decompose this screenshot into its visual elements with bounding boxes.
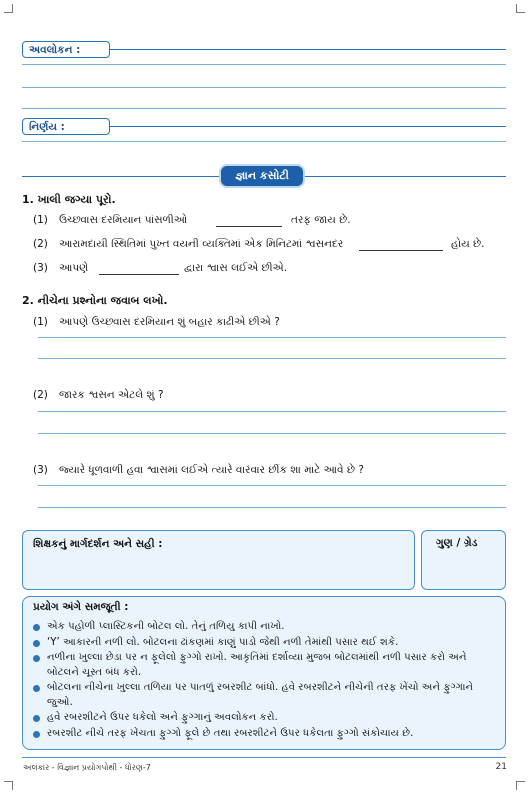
observation-head-line	[110, 49, 506, 50]
fill-question-2-end: હોય છે.	[451, 238, 485, 250]
observation-write-line[interactable]	[22, 108, 506, 109]
answer-line-1[interactable]	[38, 358, 506, 359]
fill-question-3: (3) આપણે	[33, 262, 89, 274]
answer-line-1[interactable]	[38, 337, 506, 338]
experiment-notes-list	[31, 620, 493, 742]
list-item: બોટલના નીચેના ખુલ્લા તળિયા પર પાતળું રબરશીટ બાંધો. હવે રબરશીટને નીચેની તરફ ખેંચો અને ફુગ્ગાને જુઓ.	[31, 681, 493, 710]
grade-label: ગુણ / ગ્રેડ	[436, 537, 478, 549]
bullet-icon	[33, 640, 40, 647]
page-number: 21	[495, 762, 507, 772]
list-item: હવે રબરશીટને ઉપર ધકેલો અને ફુગ્ગાનું અવલોકન કરો.	[31, 711, 493, 726]
fill-blank-2[interactable]	[359, 250, 443, 251]
bullet-icon	[33, 731, 40, 738]
bullet-icon	[33, 685, 40, 692]
observation-write-line[interactable]	[22, 87, 506, 88]
answer-question-3: (3) જ્યારે ધૂળવાળી હવા શ્વાસમાં લઈએ ત્યારે વારંવાર છીંક શા માટે આવે છે ?	[33, 464, 364, 476]
observation-label: અવલોકન :	[22, 41, 110, 58]
footer-divider	[22, 757, 506, 758]
fill-question-1-end: તરફ જાય છે.	[291, 214, 351, 226]
fill-blank-3[interactable]	[99, 274, 179, 275]
list-item: રબરશીટ નીચે તરફ ખેંચતા ફુગ્ગો ફૂલે છે તથા રબરશીટને ઉપર ધકેલતા ફુગ્ગો સંકોચાય છે.	[31, 727, 493, 742]
crop-mark-top-left	[4, 4, 13, 13]
answer-line-3[interactable]	[38, 485, 506, 486]
list-item: ‘Y’ આકારની નળી લો. બોટલના ઢાંકણમાં કાણું પાડો જેથી નળી તેમાંથી પસાર થઈ શકે.	[31, 636, 493, 651]
experiment-notes-title: પ્રયોગ અંગે સમજૂતી :	[33, 601, 129, 613]
answer-question-2: (2) જારક શ્વસન એટલે શું ?	[33, 389, 164, 401]
quiz-title-rule-left	[22, 176, 221, 177]
answer-line-3[interactable]	[38, 507, 506, 508]
observation-write-line[interactable]	[22, 64, 506, 65]
conclusion-write-line[interactable]	[22, 141, 506, 142]
answer-line-2[interactable]	[38, 411, 506, 412]
fill-question-1: (1) ઉચ્છ્વાસ દરમિયાન પાંસળીઓ	[33, 214, 188, 226]
bullet-icon	[33, 655, 40, 662]
footer-book-title: અલંકાર - વિજ્ઞાન પ્રયોગપોથી - ધોરણ-7	[23, 763, 151, 772]
fill-blank-1[interactable]	[216, 226, 282, 227]
crop-mark-bottom-left	[4, 781, 13, 790]
bullet-icon	[33, 715, 40, 722]
section2-title: 2. નીચેના પ્રશ્નોના જવાબ લખો.	[22, 294, 168, 307]
list-item: એક પહોળી પ્લાસ્ટિકની બોટલ લો. તેનું તળિયુ કાપી નાખો.	[31, 620, 493, 635]
teacher-signature-label: શિક્ષકનું માર્ગદર્શન અને સહી :	[33, 538, 163, 550]
fill-question-3-end: દ્વારા શ્વાસ લઈએ છીએ.	[184, 262, 288, 274]
quiz-title-rule-right	[303, 176, 506, 177]
conclusion-head-line	[110, 126, 506, 127]
crop-mark-top-right	[516, 4, 525, 13]
fill-question-2: (2) આરામદાયી સ્થિતિમાં પુખ્ત વયની વ્યક્તિમાં એક મિનિટમાં શ્વસનદર	[33, 238, 344, 250]
conclusion-label: નિર્ણય :	[22, 118, 110, 135]
answer-line-2[interactable]	[38, 433, 506, 434]
section1-title: 1. ખાલી જગ્યા પૂરો.	[22, 193, 116, 206]
bullet-icon	[33, 624, 40, 631]
answer-question-1: (1) આપણે ઉચ્છ્વાસ દરમિયાન શું બહાર કાઢીએ છીએ ?	[33, 316, 280, 328]
crop-mark-bottom-right	[516, 781, 525, 790]
quiz-title: જ્ઞાન કસોટી	[221, 166, 303, 186]
list-item: નળીના ખુલ્લા છેડા પર ન ફૂલેલો ફુગ્ગો રાખો. આકૃતિમાં દર્શાવ્યા મુજબ બોટલમાંથી નળી પસાર કરો અને બોટલને ચૂસ્ત બંધ કરો.	[31, 651, 493, 680]
